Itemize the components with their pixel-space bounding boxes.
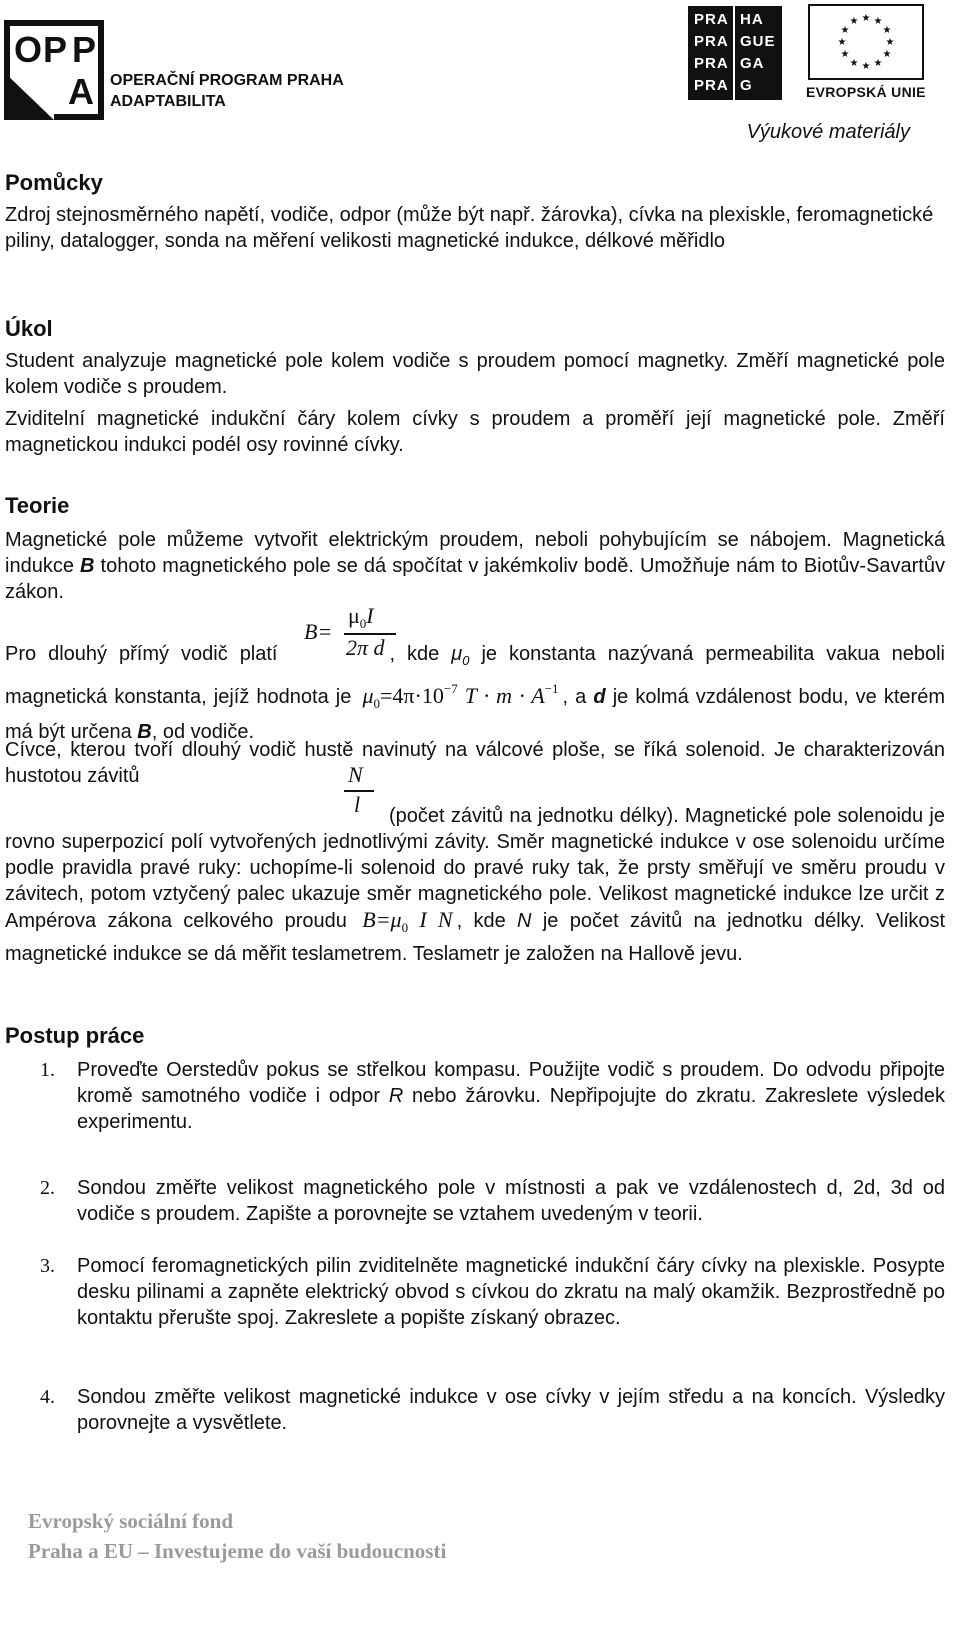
svg-text:★: ★ — [840, 49, 850, 60]
footer-line-1: Evropský sociální fond — [28, 1509, 234, 1533]
pomucky-title: Pomůcky — [5, 170, 103, 195]
svg-text:★: ★ — [873, 58, 883, 69]
svg-text:★: ★ — [882, 25, 892, 36]
svg-text:★: ★ — [861, 61, 871, 72]
opp-letter-o: O — [14, 29, 43, 70]
teorie-text: Cívce, kterou tvoří dlouhý vodič hustě navinutý na válcové ploše, se říká solenoid. Je charakterizován hustotou závitů — [5, 739, 945, 787]
teorie-text: (počet závitů na jednotku délky). Magnetické pole solenoidu je rovno superpozicí polí vytvořených jednotlivými závity. Směr magnetické indukce v ose solenoidu určíme podle pravidla pravé ruky: uchopíme-li solenoid do pravé ruky tak, že prsty směřují ve směru proudu v závitech, potom vztyčený palec ukazuje směr magnetického pole. Velikost magnetické indukce lze určit z Ampérova zákona celkového proudu — [5, 805, 945, 932]
praha-cell: PRA — [694, 33, 729, 50]
symbol-r: R — [388, 1085, 404, 1107]
opp-letter-p1: P — [43, 29, 68, 70]
opp-line2: ADAPTABILITA — [110, 93, 226, 110]
step-number: 2. — [40, 1177, 55, 1199]
ukol-paragraph-2: Zviditelní magnetické indukční čáry kolem cívky s proudem a proměří její magnetické pole. Změří magnetickou indukci podél osy rovinné cívky. — [5, 408, 945, 456]
svg-text:★: ★ — [840, 25, 850, 36]
pomucky-text: Zdroj stejnosměrného napětí, vodiče, odpor (může být např. žárovka), cívka na plexiskle, feromagnetické piliny, datalogger, sonda na měření velikosti magnetické indukce, délkové měřidlo — [5, 204, 934, 252]
formula-mu0 — [362, 681, 559, 711]
step-text-part: nebo žárovku. Nepřipojujte do zkratu. Zakreslete výsledek experimentu. — [77, 1085, 945, 1133]
step-text-part: Proveďte Oerstedův pokus se střelkou kompasu. Použijte vodič s proudem. Do odvodu připojte kromě samotného vodiče i odpor — [77, 1059, 945, 1107]
postup-title: Postup práce — [5, 1023, 145, 1048]
praha-cell: PRA — [694, 77, 729, 94]
praha-logo — [688, 6, 782, 100]
step-number: 3. — [40, 1255, 55, 1277]
section-postup — [5, 1023, 945, 1049]
teorie-text: , kde — [389, 643, 452, 665]
formula-value: =4π·10 — [380, 683, 444, 708]
svg-text:★: ★ — [861, 13, 871, 24]
teorie-text: , a — [562, 686, 594, 708]
eu-label: EVROPSKÁ UNIE — [806, 84, 926, 100]
svg-text:★: ★ — [849, 16, 859, 27]
teorie-text: Magnetické pole můžeme vytvořit elektrickým proudem, neboli pohybujícím se nábojem. Magnetická indukce — [5, 529, 945, 577]
formula-numerator — [348, 603, 374, 632]
symbol-b: B — [137, 721, 152, 743]
mu-symbol: μ — [348, 603, 360, 628]
praha-cell: GA — [740, 55, 765, 72]
praha-row-4 — [694, 76, 782, 96]
footer — [28, 1508, 446, 1564]
teorie-text: je kolmá vzdálenost bodu, ve kterém má být určena — [5, 686, 945, 743]
opp-logo — [4, 20, 344, 120]
list-item — [5, 1175, 945, 1227]
opp-line1: OPERAČNÍ PROGRAM PRAHA — [110, 72, 344, 89]
formula-exponent: −7 — [443, 681, 458, 696]
teorie-paragraph-3 — [5, 737, 945, 967]
mu-subscript: 0 — [462, 653, 470, 668]
teorie-text: je počet závitů na jednotku délky. Velikost magnetické indukce se dá měřit teslametrem. Teslametr je založen na Hallově jevu. — [5, 910, 945, 965]
praha-cell: PRA — [694, 11, 729, 28]
doc-type-label: Výukové materiály — [746, 121, 910, 143]
svg-text:★: ★ — [873, 16, 883, 27]
formula-rest: I N — [419, 907, 453, 932]
mu-symbol: μ — [451, 643, 463, 665]
svg-text:★: ★ — [849, 58, 859, 69]
praha-row-2 — [694, 32, 782, 52]
mu-subscript: 0 — [373, 696, 381, 711]
teorie-paragraph-1 — [5, 527, 945, 605]
formula-denominator: 2π d — [346, 635, 385, 660]
formula-l: l — [354, 792, 361, 817]
list-item — [5, 1057, 945, 1135]
teorie-title: Teorie — [5, 493, 70, 518]
formula-lhs: B= — [304, 619, 333, 644]
mu-symbol: μ — [362, 683, 374, 708]
footer-line-2: Praha a EU – Investujeme do vaší budoucnosti — [28, 1539, 447, 1563]
step-text: Pomocí feromagnetických pilin zviditelněte magnetické indukční čáry cívky na plexiskle. Posypte desku pilinami a zapněte elektrický obvod s cívkou do zkratu na malý okamžik. Bezprostředně po kontaktu přerušte spoj. Zakreslete a popište získaný obrazec. — [77, 1255, 945, 1329]
section-teorie — [5, 493, 945, 605]
praha-cell: PRA — [694, 55, 729, 72]
formula-ampere — [362, 907, 453, 935]
opp-letter-a: A — [68, 71, 94, 112]
teorie-p2-line1 — [5, 640, 945, 746]
opp-letter-p2: P — [72, 29, 97, 70]
formula-units: T · m · A — [464, 683, 545, 708]
svg-text:★: ★ — [885, 37, 895, 48]
teorie-p3b — [5, 803, 945, 967]
mu-subscript: 0 — [359, 616, 367, 631]
ukol-title: Úkol — [5, 316, 53, 341]
symbol-n: N — [517, 910, 532, 932]
praha-cell: GUE — [740, 33, 776, 50]
teorie-text: tohoto magnetického pole se dá spočítat v jakémkoliv bodě. Umožňuje nám to Biotův-Savartův zákon. — [5, 555, 945, 603]
list-item — [5, 1253, 945, 1331]
current-symbol: I — [366, 603, 374, 628]
ukol-paragraph-1: Student analyzuje magnetické pole kolem vodiče s proudem pomocí magnetky. Změří magnetické pole kolem vodiče s proudem. — [5, 350, 945, 398]
mu-subscript: 0 — [401, 920, 409, 935]
teorie-text: je konstanta nazývaná permeabilita vakua neboli magnetická konstanta, jejíž hodnota je — [5, 643, 945, 708]
teorie-text: Pro dlouhý přímý vodič platí — [5, 643, 278, 665]
svg-text:★: ★ — [837, 37, 847, 48]
eu-logo — [808, 4, 928, 104]
step-number: 1. — [40, 1059, 55, 1081]
teorie-paragraph-2 — [5, 640, 945, 746]
section-ukol — [5, 316, 945, 458]
praha-cell: G — [740, 77, 753, 94]
step-text: Sondou změřte velikost magnetické indukce v ose cívky v jejím středu a na koncích. Výsledky porovnejte a vysvětlete. — [77, 1386, 945, 1434]
svg-text:★: ★ — [882, 49, 892, 60]
praha-row-3 — [694, 54, 782, 74]
teorie-text: , kde — [456, 910, 518, 932]
step-text: Sondou změřte velikost magnetického pole v místnosti a pak ve vzdálenostech d, 2d, 3d od vodiče s proudem. Zapište a porovnejte se vztahem uvedeným v teorii. — [77, 1177, 945, 1225]
symbol-d: d — [593, 686, 606, 708]
praha-row-1 — [694, 10, 782, 30]
formula-lhs: B=μ — [362, 907, 402, 932]
symbol-b: B — [80, 555, 95, 577]
praha-cell: HA — [740, 11, 764, 28]
list-item — [5, 1384, 945, 1436]
step-number: 4. — [40, 1386, 55, 1408]
teorie-p3 — [5, 737, 945, 789]
formula-exponent: −1 — [544, 681, 559, 696]
formula-n: N — [348, 762, 363, 787]
section-pomucky — [5, 170, 945, 254]
teorie-text: , od vodiče. — [151, 721, 255, 743]
eu-flag-icon — [808, 4, 924, 80]
step-text — [77, 1057, 945, 1135]
